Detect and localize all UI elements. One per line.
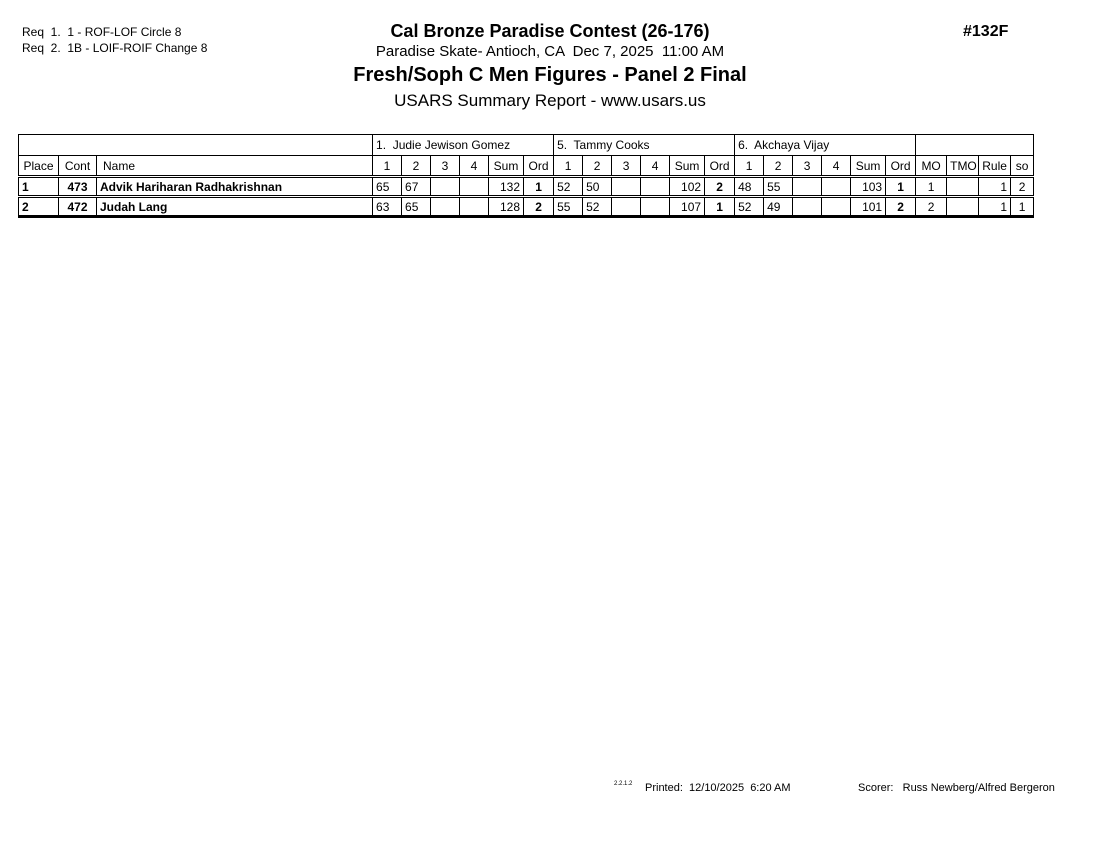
j2-score4-cell [641,197,670,217]
j3-score1-cell: 48 [735,177,764,197]
col-header-j2-ord: Ord [705,156,735,177]
j3-score2-cell: 49 [764,197,793,217]
results-table-wrap [18,134,1034,218]
col-header-j1-sum: Sum [489,156,524,177]
j2-sum-cell: 102 [670,177,705,197]
j3-score3-cell [793,177,822,197]
col-header-j1-s2: 2 [402,156,431,177]
scorer-text: Scorer: Russ Newberg/Alfred Bergeron [858,782,1055,794]
place-cell: 1 [19,177,59,197]
mo-cell: 1 [916,177,947,197]
j2-score1-cell: 55 [554,197,583,217]
judge-5-header: 5. Tammy Cooks [554,135,735,156]
col-header-j1-s4: 4 [460,156,489,177]
j2-score3-cell [612,177,641,197]
j3-score4-cell [822,197,851,217]
col-header-j2-s4: 4 [641,156,670,177]
j2-score2-cell: 52 [583,197,612,217]
req-line-2: Req 2. 1B - LOIF-ROIF Change 8 [22,41,208,55]
judge-row-spacer-right [916,135,1034,156]
tmo-cell [947,197,979,217]
contestant-number-cell: 473 [59,177,97,197]
report-subtitle: USARS Summary Report - www.usars.us [394,91,706,110]
col-header-j1-s3: 3 [431,156,460,177]
j3-score3-cell [793,197,822,217]
contest-title: Cal Bronze Paradise Contest (26-176) [390,21,710,41]
j1-score1-cell: 63 [373,197,402,217]
j2-ordinal-cell: 2 [705,177,735,197]
j1-score3-cell [431,197,460,217]
col-header-j3-ord: Ord [886,156,916,177]
req-line-1: Req 1. 1 - ROF-LOF Circle 8 [22,25,182,39]
results-table [18,134,1034,218]
report-header [0,20,1100,112]
event-title: Fresh/Soph C Men Figures - Panel 2 Final [353,64,747,86]
col-header-j3-s2: 2 [764,156,793,177]
tmo-cell [947,177,979,197]
judge-1-header: 1. Judie Jewison Gomez [373,135,554,156]
col-header-j1-ord: Ord [524,156,554,177]
j2-ordinal-cell: 1 [705,197,735,217]
result-row-1 [19,177,1034,197]
place-cell: 2 [19,197,59,217]
j3-ordinal-cell: 1 [886,177,916,197]
j3-score2-cell: 55 [764,177,793,197]
j2-sum-cell: 107 [670,197,705,217]
j1-score4-cell [460,197,489,217]
judge-6-header: 6. Akchaya Vijay [735,135,916,156]
column-header-row [19,156,1034,177]
col-header-j2-s2: 2 [583,156,612,177]
j1-score1-cell: 65 [373,177,402,197]
report-number: #132F [963,23,1009,40]
j1-score2-cell: 65 [402,197,431,217]
contestant-number-cell: 472 [59,197,97,217]
j1-ordinal-cell: 1 [524,177,554,197]
col-header-j2-s3: 3 [612,156,641,177]
j1-score3-cell [431,177,460,197]
j3-score4-cell [822,177,851,197]
col-header-j3-s3: 3 [793,156,822,177]
col-header-name: Name [97,156,373,177]
result-row-2 [19,197,1034,217]
col-header-j3-s1: 1 [735,156,764,177]
j3-sum-cell: 103 [851,177,886,197]
j1-score2-cell: 67 [402,177,431,197]
mo-cell: 2 [916,197,947,217]
rule-cell: 1 [979,177,1011,197]
rule-cell: 1 [979,197,1011,217]
so-cell: 2 [1011,177,1034,197]
col-header-place: Place [19,156,59,177]
j3-sum-cell: 101 [851,197,886,217]
col-header-so: so [1011,156,1034,177]
col-header-j2-s1: 1 [554,156,583,177]
j2-score3-cell [612,197,641,217]
j1-score4-cell [460,177,489,197]
skater-name-cell: Advik Hariharan Radhakrishnan [97,177,373,197]
j1-sum-cell: 128 [489,197,524,217]
col-header-j3-sum: Sum [851,156,886,177]
col-header-j3-s4: 4 [822,156,851,177]
col-header-cont: Cont [59,156,97,177]
col-header-rule: Rule [979,156,1011,177]
j1-sum-cell: 132 [489,177,524,197]
so-cell: 1 [1011,197,1034,217]
j2-score2-cell: 50 [583,177,612,197]
j2-score1-cell: 52 [554,177,583,197]
col-header-j1-s1: 1 [373,156,402,177]
venue-date-line: Paradise Skate- Antioch, CA Dec 7, 2025 11:00 AM [375,43,725,60]
version-text: 2.2.1.2 [614,781,633,787]
col-header-mo: MO [916,156,947,177]
j3-ordinal-cell: 2 [886,197,916,217]
skater-name-cell: Judah Lang [97,197,373,217]
col-header-tmo: TMO [947,156,979,177]
j3-score1-cell: 52 [735,197,764,217]
judge-header-row [19,135,1034,156]
j1-ordinal-cell: 2 [524,197,554,217]
col-header-j2-sum: Sum [670,156,705,177]
judge-row-spacer-left [19,135,373,156]
printed-text: Printed: 12/10/2025 6:20 AM [645,782,791,794]
j2-score4-cell [641,177,670,197]
